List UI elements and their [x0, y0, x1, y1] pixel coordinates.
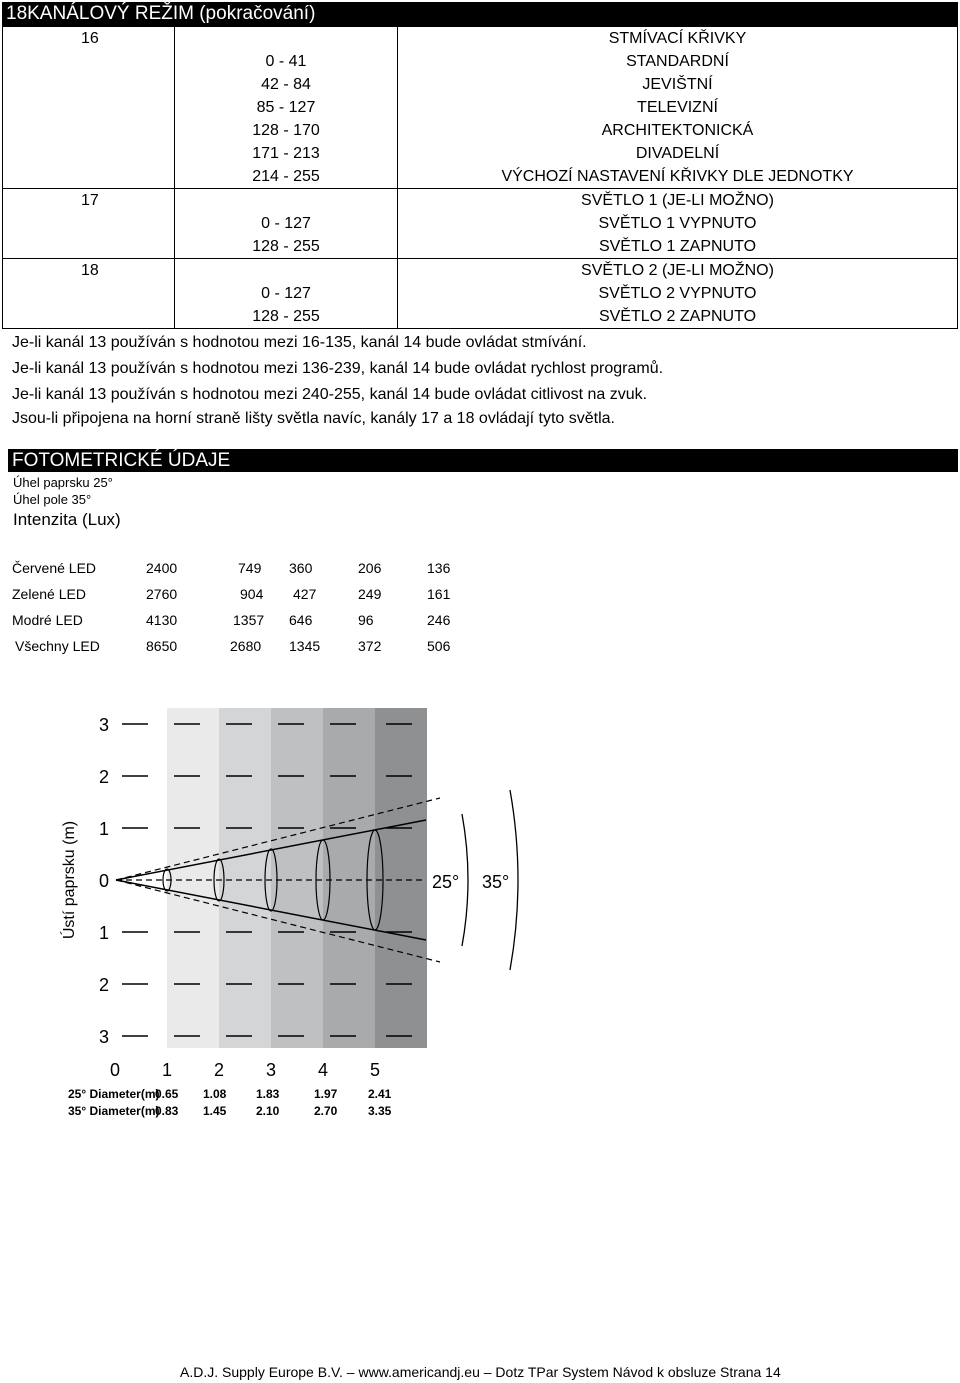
diameter-table	[68, 1087, 392, 1118]
function-label: STANDARDNÍ	[626, 53, 729, 70]
x-ticks	[110, 1060, 380, 1080]
function-label: DIVADELNÍ	[635, 145, 720, 162]
functions	[398, 189, 958, 259]
lux-value: 246	[427, 612, 451, 628]
d35-value: 2.10	[256, 1104, 280, 1118]
d25-value: 2.41	[368, 1087, 392, 1101]
lux-value: 206	[358, 560, 382, 576]
x-tick: 0	[109, 1060, 121, 1080]
d35-value: 0.83	[155, 1104, 179, 1118]
channel-number: 18	[3, 259, 175, 329]
range-value: 128 - 170	[252, 122, 320, 139]
lux-value: 136	[427, 560, 451, 576]
functions	[398, 27, 958, 189]
d25-value: 1.08	[203, 1087, 227, 1101]
lux-value: 506	[427, 638, 451, 654]
function-label: SVĚTLO 1 VYPNUTO	[598, 215, 757, 232]
lux-value: 4130	[146, 612, 178, 628]
d35-label: 35° Diameter(m)	[68, 1104, 160, 1118]
y-tick: 2	[98, 975, 110, 995]
channel-number: 17	[3, 189, 175, 259]
y-tick: 3	[98, 1027, 110, 1047]
range-value	[175, 27, 397, 50]
lux-value: 427	[293, 586, 317, 602]
note-text: Jsou-li připojena na horní straně lišty světla navíc, kanály 17 a 18 ovládají tyto světla.	[12, 410, 615, 427]
function-label: STMÍVACÍ KŘIVKY	[608, 30, 747, 47]
beam-diagram	[0, 690, 560, 1130]
x-tick: 4	[317, 1060, 329, 1080]
led-name: Všechny LED	[15, 638, 100, 654]
lux-value: 372	[358, 638, 382, 654]
lux-value: 360	[289, 560, 313, 576]
lux-value: 1345	[289, 638, 321, 654]
function-label: VÝCHOZÍ NASTAVENÍ KŘIVKY DLE JEDNOTKY	[501, 168, 854, 185]
x-tick: 1	[161, 1060, 173, 1080]
x-tick: 5	[369, 1060, 381, 1080]
angle-35-label: 35°	[482, 872, 510, 892]
photometric-title: FOTOMETRICKÉ ÚDAJE	[12, 450, 231, 471]
beam-angle: Úhel paprsku 25°	[13, 475, 113, 490]
channel-number: 16	[3, 27, 175, 189]
d25-label: 25° Diameter(m)	[68, 1087, 160, 1101]
lux-value: 904	[240, 586, 264, 602]
function-label: JEVIŠTNÍ	[642, 76, 713, 93]
note-text: Je-li kanál 13 používán s hodnotou mezi 16-135, kanál 14 bude ovládat stmívání.	[12, 334, 587, 351]
table-row	[3, 189, 958, 259]
page-footer: A.D.J. Supply Europe B.V. – www.americandj.eu – Dotz TPar System Návod k obsluze Strana 14	[180, 1364, 781, 1380]
functions	[398, 259, 958, 329]
lux-value: 96	[358, 612, 374, 628]
band-2	[271, 708, 323, 1048]
d25-value: 1.83	[256, 1087, 280, 1101]
d25-value: 1.97	[314, 1087, 338, 1101]
lux-value: 249	[358, 586, 382, 602]
field-angle: Úhel pole 35°	[13, 492, 92, 507]
lux-value: 2760	[146, 586, 178, 602]
angle-25-label: 25°	[432, 872, 460, 892]
function-label: ARCHITEKTONICKÁ	[601, 122, 754, 139]
range-value: 0 - 127	[261, 215, 311, 232]
table-row	[3, 259, 958, 329]
y-tick: 1	[98, 923, 110, 943]
d35-value: 3.35	[368, 1104, 392, 1118]
function-label: SVĚTLO 2 ZAPNUTO	[598, 308, 757, 325]
function-label: SVĚTLO 2 (JE-LI MOŽNO)	[581, 262, 774, 279]
led-name: Červené LED	[12, 560, 97, 576]
lux-value: 161	[427, 586, 451, 602]
band-1	[219, 708, 271, 1048]
section-header	[2, 2, 958, 26]
range-value: 85 - 127	[256, 99, 316, 116]
y-tick: 3	[98, 715, 110, 735]
y-axis-label: Ústí paprsku (m)	[61, 820, 78, 940]
y-tick: 0	[98, 871, 110, 891]
function-label: SVĚTLO 1 (JE-LI MOŽNO)	[581, 192, 774, 209]
led-name: Modré LED	[12, 612, 83, 628]
d35-value: 2.70	[314, 1104, 338, 1118]
d35-value: 1.45	[203, 1104, 227, 1118]
value-ranges	[175, 259, 398, 329]
lux-value: 646	[289, 612, 313, 628]
function-label: TELEVIZNÍ	[637, 99, 718, 116]
range-value: 0 - 127	[261, 285, 311, 302]
table-row	[3, 27, 958, 189]
channel-table	[2, 26, 958, 329]
led-name: Zelené LED	[12, 586, 86, 602]
range-value: 128 - 255	[252, 308, 320, 325]
lux-value: 2400	[146, 560, 178, 576]
section-title: 18KANÁLOVÝ REŽIM (pokračování)	[6, 3, 316, 24]
range-value: 42 - 84	[261, 76, 311, 93]
range-value: 171 - 213	[252, 145, 320, 162]
lux-value: 2680	[230, 638, 262, 654]
y-tick: 2	[98, 767, 110, 787]
lux-value: 8650	[146, 638, 178, 654]
y-ticks	[99, 715, 109, 1047]
band-0	[167, 708, 219, 1048]
lux-value: 1357	[233, 612, 265, 628]
range-value: 0 - 41	[265, 53, 307, 70]
range-value	[175, 189, 397, 212]
note-text: Je-li kanál 13 používán s hodnotou mezi 136-239, kanál 14 bude ovládat rychlost programů.	[12, 360, 664, 377]
value-ranges	[175, 27, 398, 189]
function-label: SVĚTLO 2 VYPNUTO	[598, 285, 757, 302]
note-text: Je-li kanál 13 používán s hodnotou mezi 240-255, kanál 14 bude ovládat citlivost na zvuk.	[12, 386, 648, 403]
d25-value: 0.65	[155, 1087, 179, 1101]
y-tick: 1	[98, 819, 110, 839]
range-value: 128 - 255	[252, 238, 320, 255]
lux-value: 749	[238, 560, 262, 576]
x-tick: 2	[213, 1060, 225, 1080]
x-tick: 3	[265, 1060, 277, 1080]
range-value: 214 - 255	[252, 168, 320, 185]
intensity-label: Intenzita (Lux)	[13, 510, 121, 529]
range-value	[175, 259, 397, 282]
photometric-header	[8, 449, 958, 472]
value-ranges	[175, 189, 398, 259]
function-label: SVĚTLO 1 ZAPNUTO	[598, 238, 757, 255]
